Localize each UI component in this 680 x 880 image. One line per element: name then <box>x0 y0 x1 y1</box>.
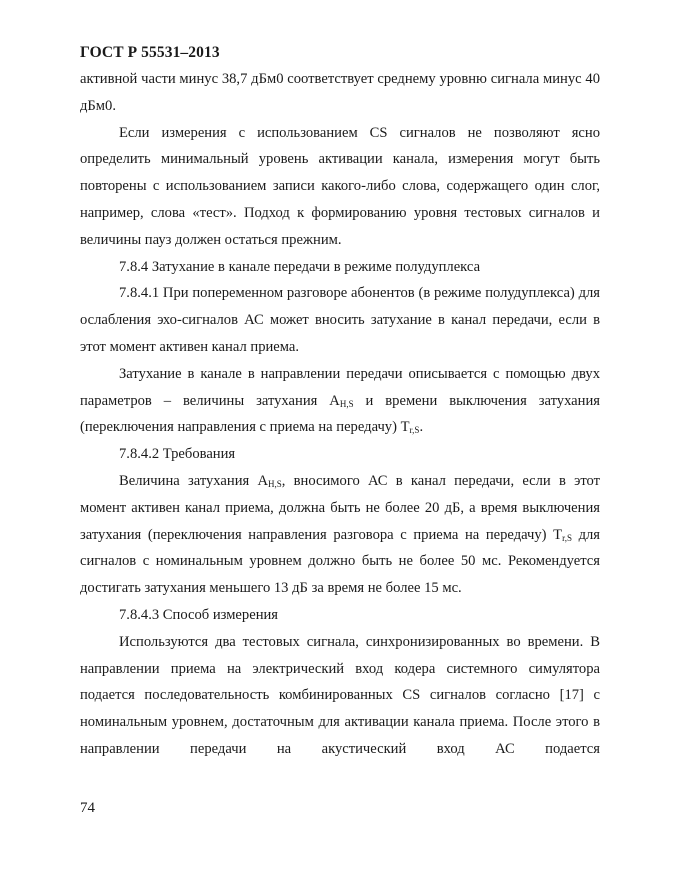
section-heading-7-8-4: 7.8.4 Затухание в канале передачи в режиме полудуплекса <box>119 258 481 275</box>
text-segment: Величина затухания А <box>119 472 268 489</box>
text-segment: для сигналов с номинальным уровнем должно быть не более 50 мс. Рекомендуется достигать затухания меньшего 13 дБ за время не более 15 мс. <box>80 526 600 597</box>
paragraph-measurement-method: Используются два тестовых сигнала, синхронизированных во времени. В направлении приема на электрический вход кодера системного симулятора подается последовательность комбинированных CS сигналов согласно [17] с номинальным уровнем, достаточным для активации канала приема. После этого в направлении передачи на акустический вход АС подается <box>80 633 600 757</box>
paragraph-requirements <box>80 468 600 602</box>
text-segment: Затухание в канале в направлении передачи описывается с помощью двух параметров – величины затухания А <box>80 365 600 409</box>
paragraph-attenuation-params <box>80 361 600 441</box>
subscript-rs: r,S <box>409 425 420 436</box>
standard-header: ГОСТ Р 55531–2013 <box>80 44 220 61</box>
text-segment: , вносимого АС в канал передачи, если в этот момент активен канал приема, должна быть не более 20 дБ, а время выключения затухания (переключения направления разговора с приема на передачу) Т <box>80 472 601 543</box>
subscript-rs: r,S <box>562 532 572 543</box>
text-segment: и времени выключения затухания (переключения направления с приема на передачу) Т <box>80 392 600 436</box>
page-number: 74 <box>80 800 95 816</box>
section-heading-7-8-4-2: 7.8.4.2 Требования <box>119 446 236 463</box>
section-heading-7-8-4-3: 7.8.4.3 Способ измерения <box>119 606 279 623</box>
paragraph-7-8-4-1: 7.8.4.1 При попеременном разговоре абонентов (в режиме полудуплекса) для ослабления эхо-сигналов АС может вносить затухание в канал передачи, если в этот момент активен канал приема. <box>80 285 600 355</box>
subscript-hs: H,S <box>268 478 282 489</box>
document-body <box>80 66 600 763</box>
subscript-hs: H,S <box>339 398 354 409</box>
text-segment: . <box>419 419 424 436</box>
paragraph-cs-signals: Если измерения с использованием CS сигналов не позволяют ясно определить минимальный уровень активации канала, измерения могут быть повторены с использованием записи какого-либо слова, содержащего один слог, например, слова «тест». Подход к формированию уровня тестовых сигналов и величины пауз должен остаться прежним. <box>80 124 600 248</box>
paragraph-continuation: активной части минус 38,7 дБм0 соответствует среднему уровню сигнала минус 40 дБм0. <box>80 71 600 114</box>
